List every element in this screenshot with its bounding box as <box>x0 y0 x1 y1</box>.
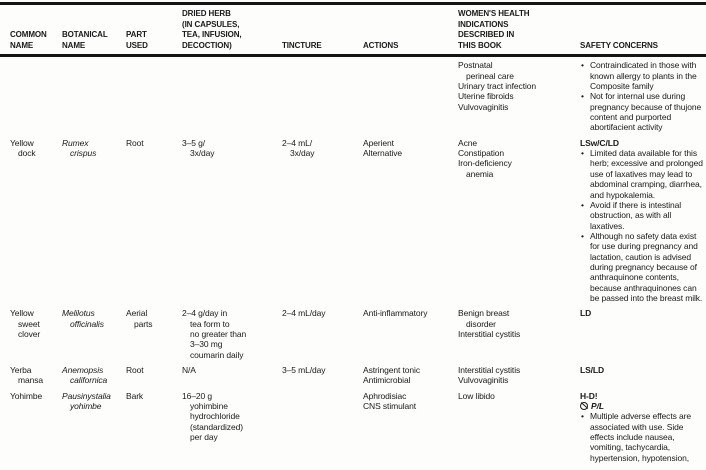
cell-line: Benign breast <box>458 308 510 319</box>
cell-part_used <box>126 138 182 304</box>
cell-line: Constipation <box>458 148 505 159</box>
cell-botanical_name <box>62 365 126 386</box>
cell-indications <box>458 365 580 386</box>
cell-line: Anemopsis <box>62 365 104 375</box>
header-line: TINCTURE <box>282 40 322 50</box>
cell-line: Interstitial cystitis <box>458 328 521 339</box>
safety-bullet-item: • Contraindicated in those with known allergy to plants in the Composite family <box>580 60 706 91</box>
cell-line: Acne <box>458 137 477 148</box>
cell-line: Yohimbe <box>10 390 43 401</box>
cell-actions <box>363 308 458 360</box>
cell-line: Root <box>126 365 144 375</box>
cell-common_name <box>10 308 62 360</box>
table-body <box>0 57 706 463</box>
safety-code: LS/LD <box>580 365 605 375</box>
cell-tincture <box>282 391 363 463</box>
header-line: DRIED HERB <box>182 9 231 18</box>
cell-tincture <box>282 365 363 386</box>
cell-safety_concerns <box>580 60 706 132</box>
cell-safety_concerns <box>580 391 706 463</box>
safety-code: LD <box>580 308 592 319</box>
cell-line: perineal care <box>466 70 514 81</box>
cell-line: Melilotus <box>62 308 95 319</box>
cell-line: 16–20 g <box>182 390 213 401</box>
cell-dried_herb <box>182 138 282 304</box>
cell-line: 2–4 g/day in <box>182 308 228 319</box>
cell-actions <box>363 138 458 304</box>
cell-line: anemia <box>466 168 494 179</box>
cell-safety_concerns <box>580 138 706 304</box>
cell-line: yohimbe <box>70 401 102 412</box>
cell-line: N/A <box>182 365 196 375</box>
cell-indications <box>458 60 580 132</box>
cell-actions <box>363 365 458 386</box>
table-row <box>10 365 706 386</box>
safety-bullet-item: • Multiple adverse effects are associated with use. Side effects include nausea, vomiting, tachycardia, hypertension, hypotension, <box>580 411 706 463</box>
cell-line: Bark <box>126 390 144 401</box>
cell-line: Yellow <box>10 137 34 148</box>
header-line: NAME <box>10 40 34 50</box>
cell-dried_herb <box>182 365 282 386</box>
column-header-common_name <box>10 30 62 51</box>
cell-line: Yerba <box>10 365 32 375</box>
column-header-indications <box>458 9 580 51</box>
cell-line: parts <box>134 318 153 329</box>
cell-line: mansa <box>18 375 44 386</box>
cell-botanical_name <box>62 391 126 463</box>
cell-line: Root <box>126 137 144 148</box>
cell-line: Uterine fibroids <box>458 91 514 102</box>
table-header-row <box>0 5 706 54</box>
cell-line: Urinary tract infection <box>458 81 537 92</box>
cell-line: hydrochloride <box>190 411 240 422</box>
cell-line: dock <box>18 148 36 159</box>
cell-dried_herb <box>182 60 282 132</box>
cell-line: Antimicrobial <box>363 375 411 386</box>
cell-indications <box>458 391 580 463</box>
cell-actions <box>363 60 458 132</box>
table-row <box>10 308 706 360</box>
cell-line: sweet <box>18 318 40 329</box>
cell-safety_concerns <box>580 365 706 386</box>
cell-botanical_name <box>62 138 126 304</box>
circle-slash-icon <box>580 402 588 410</box>
table-row <box>10 138 706 304</box>
cell-line: 3–5 g/ <box>182 137 206 148</box>
column-header-safety_concerns <box>580 41 706 52</box>
header-line: BOTANICAL <box>62 30 108 40</box>
header-line: PART <box>126 30 147 40</box>
cell-part_used <box>126 60 182 132</box>
cell-line: 3–5 mL/day <box>282 365 326 375</box>
cell-dried_herb <box>182 391 282 463</box>
table-row <box>10 60 706 132</box>
cell-part_used <box>126 308 182 360</box>
cell-dried_herb <box>182 308 282 360</box>
cell-line: Anti-inflammatory <box>363 308 428 319</box>
cell-indications <box>458 138 580 304</box>
cell-line: Interstitial cystitis <box>458 365 521 375</box>
header-line: DESCRIBED IN <box>458 30 515 40</box>
cell-line: officinalis <box>70 318 104 329</box>
cell-botanical_name <box>62 60 126 132</box>
header-line: THIS BOOK <box>458 40 502 50</box>
cell-line: clover <box>18 328 41 339</box>
cell-line: Iron-deficiency <box>458 158 512 169</box>
safety-prohibit <box>580 401 706 411</box>
safety-bullet-item: • Although no safety data exist for use during pregnancy and lactation, caution is advised during pregnancy because of anthraquinone contents, because anthraquinones can be passed into the breast milk. <box>580 231 706 303</box>
cell-actions <box>363 391 458 463</box>
cell-line: 3–30 mg <box>190 339 223 350</box>
cell-line: coumarin daily <box>190 349 244 360</box>
header-line: NAME <box>62 40 86 50</box>
cell-common_name <box>10 365 62 386</box>
cell-line: Aerial <box>126 308 148 319</box>
cell-line: Low libido <box>458 390 495 401</box>
cell-line: Pausinystalia <box>62 390 111 401</box>
cell-safety_concerns <box>580 308 706 360</box>
header-line: SAFETY CONCERNS <box>580 40 658 50</box>
safety-bullet-item: • Not for internal use during pregnancy because of thujone content and purported abortifacient activity <box>580 91 706 132</box>
cell-line: disorder <box>466 318 496 329</box>
header-line: COMMON <box>10 30 47 40</box>
cell-line: Astringent tonic <box>363 365 420 375</box>
cell-line: yohimbine <box>190 401 228 412</box>
cell-line: Postnatal <box>458 60 493 71</box>
column-header-part_used <box>126 30 182 51</box>
cell-line: (standardized) <box>190 421 243 432</box>
column-header-dried_herb <box>182 9 282 51</box>
cell-line: Yellow <box>10 308 34 319</box>
header-line: INDICATIONS <box>458 19 509 29</box>
cell-line: crispus <box>70 148 97 159</box>
safety-code: LSw/C/LD <box>580 137 619 148</box>
cell-line: no greater than <box>190 328 247 339</box>
cell-line: californica <box>70 375 108 386</box>
column-header-actions <box>363 41 458 52</box>
cell-indications <box>458 308 580 360</box>
cell-line: Vulvovaginitis <box>458 101 509 112</box>
cell-line: Rumex <box>62 137 89 148</box>
safety-code: P/L <box>591 401 604 412</box>
header-line: ACTIONS <box>363 40 399 50</box>
cell-line: 2–4 mL/ <box>282 137 313 148</box>
cell-line: CNS stimulant <box>363 401 417 412</box>
cell-tincture <box>282 60 363 132</box>
cell-line: 2–4 mL/day <box>282 308 326 319</box>
table-row <box>10 391 706 463</box>
cell-line: Alternative <box>363 148 403 159</box>
header-line: DECOCTION) <box>182 40 232 50</box>
cell-part_used <box>126 365 182 386</box>
cell-common_name <box>10 138 62 304</box>
safety-code: H-D! <box>580 390 598 401</box>
header-line: WOMEN'S HEALTH <box>458 9 530 18</box>
cell-botanical_name <box>62 308 126 360</box>
cell-line: Vulvovaginitis <box>458 375 509 386</box>
cell-tincture <box>282 308 363 360</box>
cell-part_used <box>126 391 182 463</box>
safety-bullet-item: • Limited data available for this herb; excessive and prolonged use of laxatives may lead to abdominal cramping, diarrhea, and hypokalemia. <box>580 148 706 200</box>
header-line: USED <box>126 40 148 50</box>
cell-line: Aphrodisiac <box>363 390 407 401</box>
column-header-tincture <box>282 41 363 52</box>
cell-common_name <box>10 391 62 463</box>
cell-line: 3x/day <box>190 148 215 159</box>
cell-tincture <box>282 138 363 304</box>
column-header-botanical_name <box>62 30 126 51</box>
cell-line: per day <box>190 432 218 443</box>
header-line: TEA, INFUSION, <box>182 30 242 40</box>
cell-line: tea form to <box>190 318 230 329</box>
cell-line: 3x/day <box>290 148 315 159</box>
cell-line: Aperient <box>363 137 394 148</box>
header-line: (IN CAPSULES, <box>182 19 240 29</box>
safety-bullet-item: • Avoid if there is intestinal obstruction, as with all laxatives. <box>580 200 706 231</box>
cell-common_name <box>10 60 62 132</box>
